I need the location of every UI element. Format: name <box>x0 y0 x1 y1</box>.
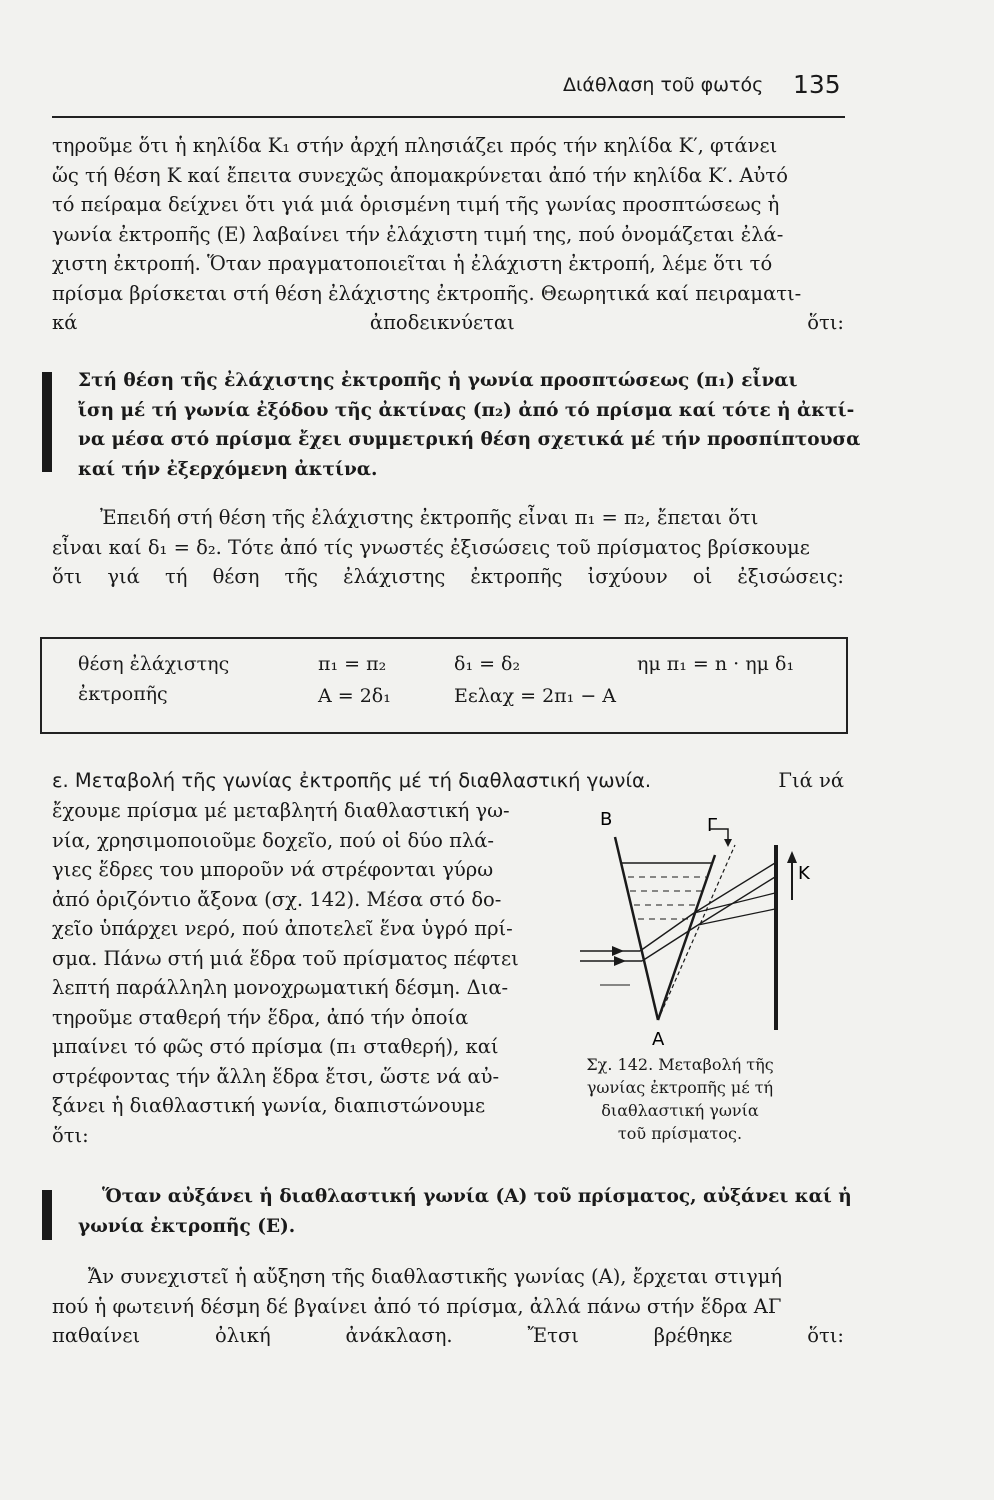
rule-marker-bar <box>42 372 52 472</box>
formula-snell: ημ π₁ = n · ημ δ₁ <box>637 653 795 675</box>
text-line: Ὅταν αὐξάνει ἡ διαθλαστική γωνία (A) τοῦ πρίσματος, αὐξάνει καί ἡ <box>102 1186 852 1207</box>
text-line: ξάνει ἡ διαθλαστική γωνία, διαπιστώνουμε <box>52 1094 486 1117</box>
text-line: στρέφοντας τήν ἄλλη ἕδρα ἔτσι, ὥστε νά αὐ- <box>52 1064 500 1088</box>
formula-min-deviation: Eελαχ = 2π₁ − A <box>454 685 617 707</box>
text-line: κά ἀποδεικνύεται ὅτι: <box>52 311 844 334</box>
emergent-ray <box>694 893 775 913</box>
text-line: ἀπό ὁριζόντιο ἄξονα (σχ. 142). Μέσα στό δο- <box>52 887 502 911</box>
formula-equal-angles: π₁ = π₂ <box>318 653 387 675</box>
text-line: νία, χρησιμοποιοῦμε δοχεῖο, πού οἱ δύο πλά- <box>52 828 495 852</box>
text-line: εἶναι καί δ₁ = δ₂. Τότε ἀπό τίς γνωστές ἐξισώσεις τοῦ πρίσματος βρίσκουμε <box>52 535 810 559</box>
rule-deviation-increase <box>78 1182 852 1241</box>
figure-label-b: B <box>600 809 613 830</box>
arrow-head-icon <box>787 851 797 863</box>
prism-face-alt-position <box>658 845 735 1020</box>
paragraph-minimum-deviation <box>52 131 844 338</box>
prism-fixed-face <box>615 837 658 1020</box>
text-line: Ἄν συνεχιστεῖ ἡ αὔξηση τῆς διαθλαστικῆς γωνίας (A), ἔρχεται στιγμή <box>88 1265 783 1288</box>
section-heading-row <box>52 769 844 792</box>
formula-label-line2: ἐκτροπῆς <box>78 683 168 705</box>
section-heading-tail: Γιά νά <box>778 769 844 792</box>
rule-marker-bar <box>42 1190 52 1240</box>
text-line: χιστη ἐκτροπή. Ὅταν πραγματοποιεῖται ἡ ἐλάχιστη ἐκτροπή, λέμε ὅτι τό <box>52 252 773 275</box>
paragraph-equations-intro <box>52 503 844 592</box>
formula-prism-angle: A = 2δ₁ <box>318 685 391 707</box>
emergent-ray <box>698 877 775 925</box>
running-title: Διάθλαση τοῦ φωτός <box>563 74 764 96</box>
text-line: Ἐπειδή στή θέση τῆς ἐλάχιστης ἐκτροπῆς εἶναι π₁ = π₂, ἔπεται ὅτι <box>100 506 759 529</box>
caption-line: διαθλαστική γωνία <box>601 1101 759 1120</box>
text-line: χεῖο ὑπάρχει νερό, πού ἀποτελεῖ ἕνα ὑγρό πρί- <box>52 917 513 940</box>
emergent-ray <box>694 863 775 913</box>
figure-caption <box>580 1053 780 1145</box>
caption-line: τοῦ πρίσματος. <box>617 1124 743 1143</box>
section-heading: ε. Μεταβολή τῆς γωνίας ἐκτροπῆς μέ τή διαθλαστική γωνία. <box>52 769 652 792</box>
text-line: Στή θέση τῆς ἐλάχιστης ἐκτροπῆς ἡ γωνία προσπτώσεως (π₁) εἶναι <box>78 370 798 391</box>
page-number: 135 <box>793 70 841 99</box>
paragraph-variable-prism <box>52 796 536 1150</box>
figure-label-k: K <box>798 863 810 884</box>
ray-arrow-icon <box>614 956 626 966</box>
text-line: παθαίνει ὀλική ἀνάκλαση. Ἔτσι βρέθηκε ὅτι: <box>52 1324 844 1347</box>
arrow-head-icon <box>724 839 732 847</box>
text-line: τηροῦμε σταθερή τήν ἕδρα, ἀπό τήν ὁποία <box>52 1005 469 1029</box>
prism-rotating-face <box>658 855 715 1020</box>
text-line: πρίσμα βρίσκεται στή θέση ἐλάχιστης ἐκτροπῆς. Θεωρητικά καί πειραματι- <box>52 281 802 305</box>
header-rule <box>52 116 845 118</box>
text-line: τό πείραμα δείχνει ὅτι γιά μιά ὁρισμένη τιμή τῆς γωνίας προσπτώσεως ἡ <box>52 193 780 216</box>
text-line: γωνία ἐκτροπῆς (E) λαβαίνει τήν ἐλάχιστη τιμή της, πού ὀνομάζεται ἐλά- <box>52 222 784 246</box>
text-line: γωνία ἐκτροπῆς (E). <box>78 1215 296 1237</box>
text-line: σμα. Πάνω στή μιά ἕδρα τοῦ πρίσματος πέφτει <box>52 946 519 970</box>
ray-arrow-icon <box>612 946 624 956</box>
text-line: ἴση μέ τή γωνία ἐξόδου τῆς ἀκτίνας (π₂) ἀπό τό πρίσμα καί τότε ἡ ἀκτί- <box>78 399 855 421</box>
text-line: μπαίνει τό φῶς στό πρίσμα (π₁ σταθερή), καί <box>52 1035 499 1058</box>
figure-label-g: Γ <box>707 815 718 836</box>
formula-equal-deltas: δ₁ = δ₂ <box>454 653 521 675</box>
figure-label-a: A <box>652 1029 665 1050</box>
rule-minimum-deviation <box>78 366 861 484</box>
text-line: να μέσα στό πρίσμα ἔχει συμμετρική θέση σχετικά μέ τήν προσπίπτουσα <box>78 429 861 450</box>
text-line: γιες ἕδρες του μποροῦν νά στρέφονται γύρω <box>52 858 494 881</box>
text-line: ὅτι γιά τή θέση τῆς ἐλάχιστης ἐκτροπῆς ἰσχύουν οἱ ἐξισώσεις: <box>52 565 844 588</box>
figure-142 <box>570 805 830 1050</box>
formula-label-line1: θέση ἐλάχιστης <box>78 653 230 675</box>
text-line: ἔχουμε πρίσμα μέ μεταβλητή διαθλαστική γω- <box>52 799 510 822</box>
formula-box <box>40 637 848 734</box>
text-line: ὅτι: <box>52 1123 89 1147</box>
paragraph-total-reflection <box>52 1262 844 1351</box>
text-line: τηροῦμε ὅτι ἡ κηλίδα K₁ στήν ἀρχή πλησιάζει πρός τήν κηλίδα K′, φτάνει <box>52 134 778 157</box>
text-line: πού ἡ φωτεινή δέσμη δέ βγαίνει ἀπό τό πρίσμα, ἀλλά πάνω στήν ἕδρα AΓ <box>52 1294 782 1318</box>
text-line: λεπτή παράλληλη μονοχρωματική δέσμη. Δια- <box>52 976 509 999</box>
caption-line: γωνίας ἐκτροπῆς μέ τή <box>586 1078 774 1097</box>
caption-line: Σχ. 142. Μεταβολή τῆς <box>586 1055 774 1074</box>
text-line: καί τήν ἐξερχόμενη ἀκτίνα. <box>78 458 378 480</box>
text-line: ὥς τή θέση K καί ἔπειτα συνεχῶς ἀπομακρύνεται ἀπό τήν κηλίδα K′. Αὐτό <box>52 163 788 187</box>
